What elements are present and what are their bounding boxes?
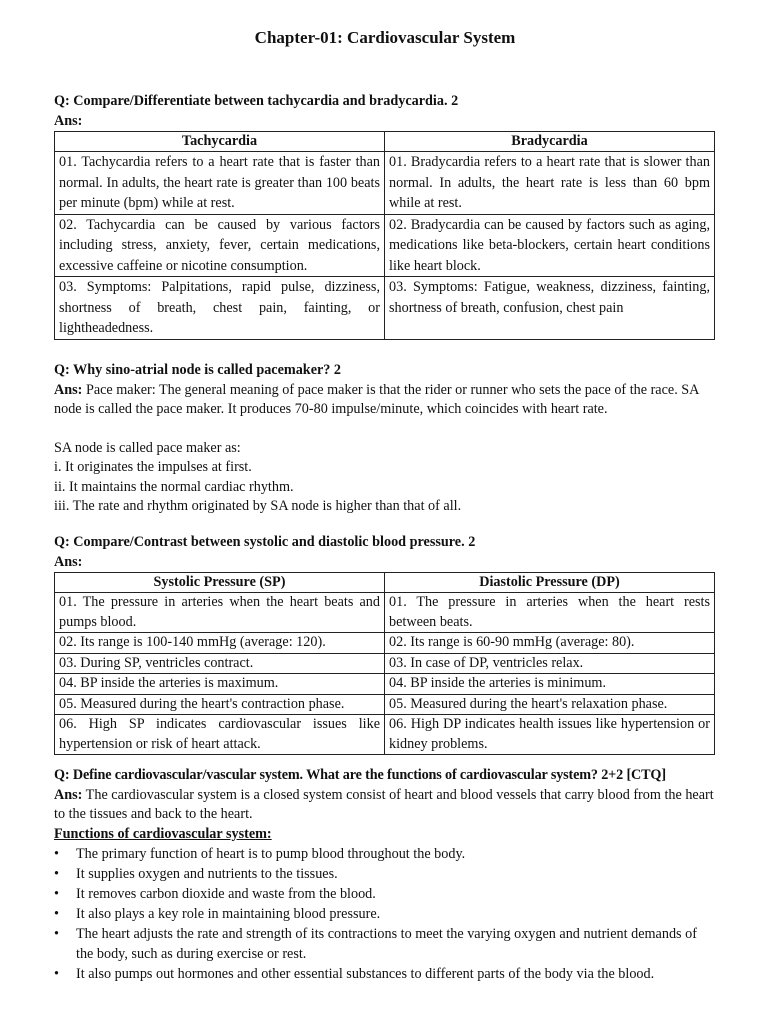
bullet: • <box>54 966 59 982</box>
list-item <box>54 964 716 984</box>
table-cell: 02. Its range is 60-90 mmHg (average: 80). <box>385 633 715 654</box>
bullet: • <box>54 846 59 862</box>
bullet: • <box>54 926 59 942</box>
list-item <box>54 864 716 884</box>
table-header-row <box>55 132 715 152</box>
list-item <box>54 904 716 924</box>
answer-text: Pace maker: The general meaning of pace maker is that the rider or runner who sets the pace of the race. SA node is called the pace maker. It produces 70-80 impulse/minute, which coincides with heart rate. <box>54 381 699 417</box>
table-cell: 02. Bradycardia can be caused by factors such as aging, medications like beta-blockers, certain heart conditions like heart block. <box>385 214 715 277</box>
list-item <box>54 844 716 864</box>
answer-paragraph <box>54 381 716 420</box>
table-cell: 02. Tachycardia can be caused by various factors including stress, anxiety, fever, certain medications, excessive caffeine or nicotine consumption. <box>55 214 385 277</box>
table-row <box>55 277 715 340</box>
list-item-text: It also pumps out hormones and other essential substances to different parts of the body via the blood. <box>76 966 655 982</box>
question-heading: Q: Why sino-atrial node is called pacemaker? 2 <box>54 362 342 378</box>
comparison-table <box>54 572 715 755</box>
ans-label: Ans: <box>54 381 83 398</box>
question-heading: Q: Compare/Differentiate between tachycardia and bradycardia. 2 <box>54 93 459 109</box>
section-tachy-brady <box>54 92 716 340</box>
table-row <box>55 214 715 277</box>
section-pacemaker <box>54 361 716 517</box>
table-cell: 05. Measured during the heart's contraction phase. <box>55 694 385 715</box>
list-item-text: It removes carbon dioxide and waste from the blood. <box>76 886 376 902</box>
bullet: • <box>54 906 59 922</box>
table-cell: 04. BP inside the arteries is maximum. <box>55 674 385 695</box>
list-item-text: It supplies oxygen and nutrients to the tissues. <box>76 866 338 882</box>
column-header: Systolic Pressure (SP) <box>55 573 385 593</box>
ans-label: Ans: <box>54 112 83 129</box>
table-row <box>55 633 715 654</box>
list-item <box>54 924 716 964</box>
table-header-row <box>55 573 715 593</box>
table-cell: 03. During SP, ventricles contract. <box>55 653 385 674</box>
list-item-text: The primary function of heart is to pump blood throughout the body. <box>76 846 466 862</box>
column-header: Bradycardia <box>385 132 715 152</box>
pacemaker-intro: SA node is called pace maker as: <box>54 439 241 456</box>
pacemaker-point: iii. The rate and rhythm originated by SA node is higher than that of all. <box>54 498 462 514</box>
functions-heading: Functions of cardiovascular system: <box>54 825 272 842</box>
pacemaker-point: ii. It maintains the normal cardiac rhythm. <box>54 478 294 495</box>
table-cell: 01. The pressure in arteries when the heart beats and pumps blood. <box>55 593 385 633</box>
table-cell: 01. Bradycardia refers to a heart rate that is slower than normal. In adults, the heart rate is less than 60 bpm while at rest. <box>385 152 715 215</box>
table-row <box>55 694 715 715</box>
table-cell: 01. Tachycardia refers to a heart rate that is faster than normal. In adults, the heart rate is greater than 100 beats per minute (bpm) while at rest. <box>55 152 385 215</box>
answer-text: The cardiovascular system is a closed system consist of heart and blood vessels that carry blood from the heart to the tissues and back to the heart. <box>54 786 714 822</box>
table-cell: 03. Symptoms: Palpitations, rapid pulse, dizziness, shortness of breath, chest pain, fainting, or lightheadedness. <box>55 277 385 340</box>
table-cell: 05. Measured during the heart's relaxation phase. <box>385 694 715 715</box>
column-header: Tachycardia <box>55 132 385 152</box>
table-cell: 03. In case of DP, ventricles relax. <box>385 653 715 674</box>
answer-paragraph <box>54 786 716 825</box>
list-item-text: It also plays a key role in maintaining blood pressure. <box>76 906 381 922</box>
table-cell: 06. High SP indicates cardiovascular issues like hypertension or risk of heart attack. <box>55 715 385 755</box>
column-header: Diastolic Pressure (DP) <box>385 573 715 593</box>
chapter-title: Chapter-01: Cardiovascular System <box>254 28 516 47</box>
bullet: • <box>54 886 59 902</box>
table-cell: 02. Its range is 100-140 mmHg (average: 120). <box>55 633 385 654</box>
table-cell: 04. BP inside the arteries is minimum. <box>385 674 715 695</box>
table-row <box>55 653 715 674</box>
table-row <box>55 593 715 633</box>
ans-label: Ans: <box>54 786 83 803</box>
list-item <box>54 884 716 904</box>
question-heading: Q: Compare/Contrast between systolic and diastolic blood pressure. 2 <box>54 534 476 550</box>
table-cell: 03. Symptoms: Fatigue, weakness, dizziness, fainting, shortness of breath, confusion, chest pain <box>385 277 715 340</box>
pacemaker-point: i. It originates the impulses at first. <box>54 459 252 475</box>
list-item-text: The heart adjusts the rate and strength of its contractions to meet the varying oxygen and nutrient demands of the body, such as during exercise or rest. <box>76 926 697 962</box>
table-cell: 06. High DP indicates health issues like hypertension or kidney problems. <box>385 715 715 755</box>
ans-label: Ans: <box>54 553 83 570</box>
question-heading: Q: Define cardiovascular/vascular system. What are the functions of cardiovascular system? 2+2 [CTQ] <box>54 767 666 783</box>
table-cell: 01. The pressure in arteries when the heart rests between beats. <box>385 593 715 633</box>
table-row <box>55 715 715 755</box>
section-blood-pressure <box>54 533 716 755</box>
table-row <box>55 152 715 215</box>
section-cardiovascular-functions <box>54 766 716 984</box>
comparison-table <box>54 131 715 340</box>
bullet: • <box>54 866 59 882</box>
functions-list <box>54 844 716 984</box>
table-row <box>55 674 715 695</box>
